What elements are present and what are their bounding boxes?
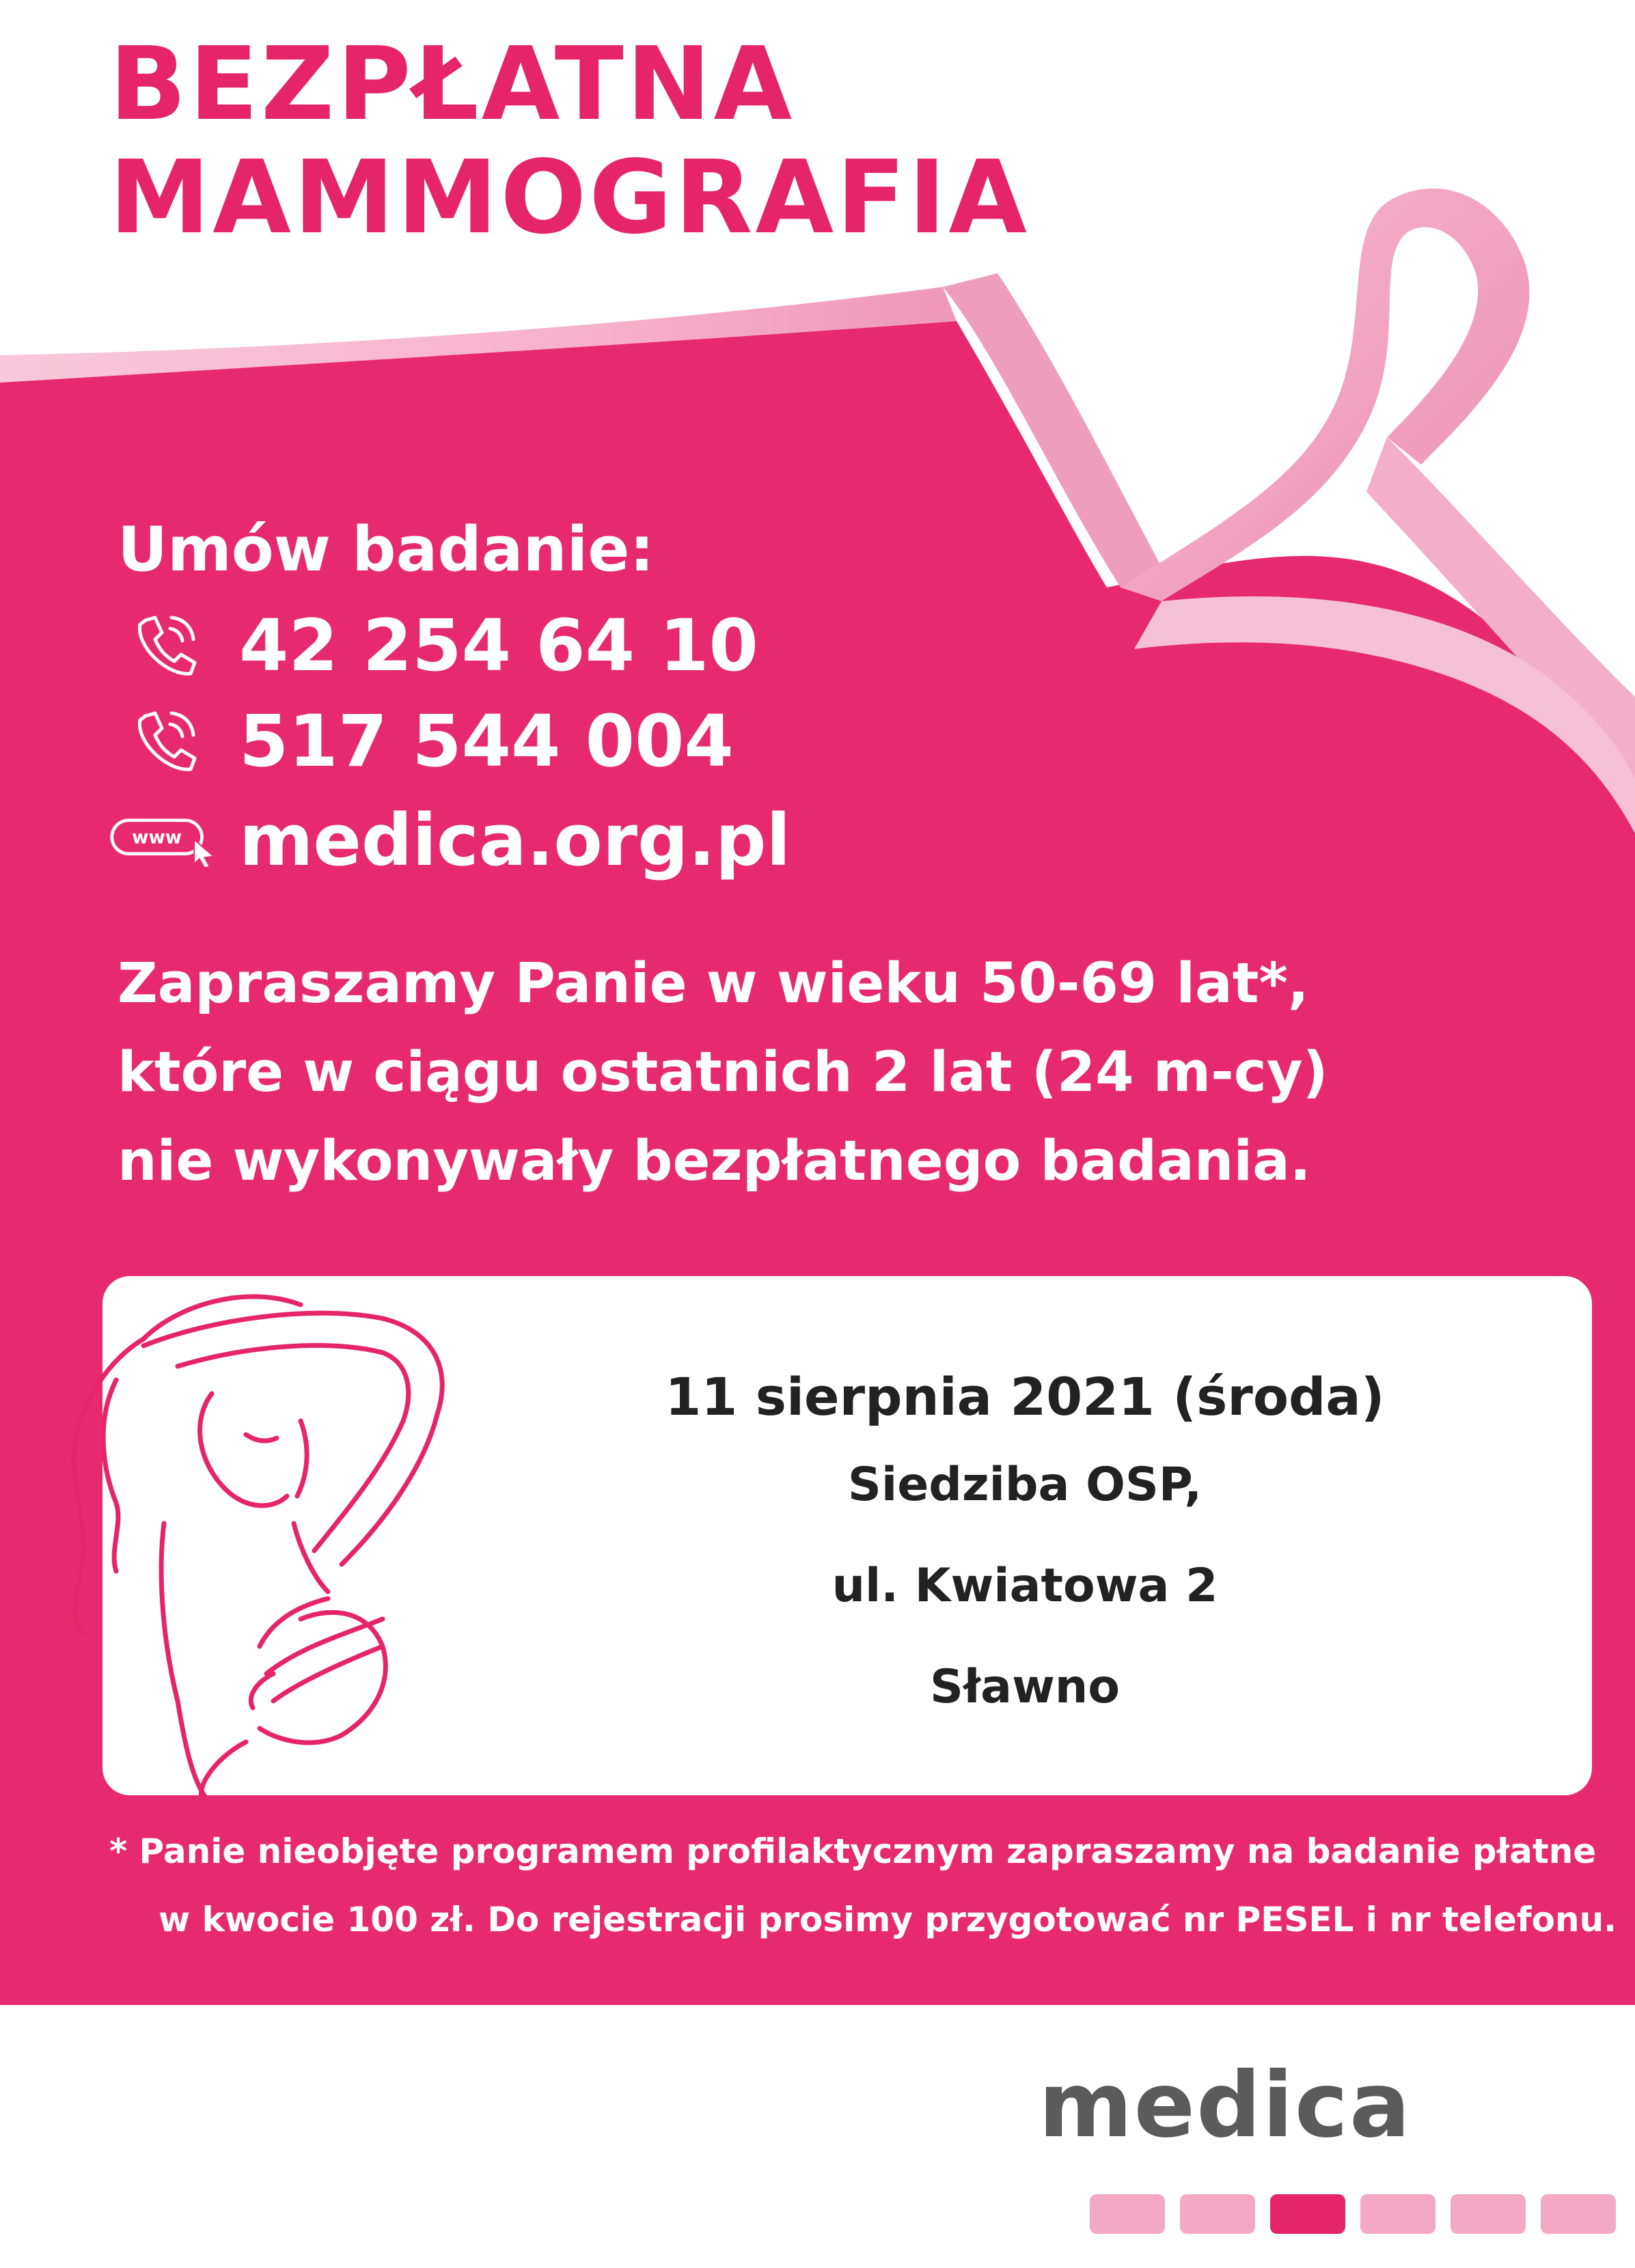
footnote-line-2: w kwocie 100 zł. Do rejestracji prosimy przygotować nr PESEL i nr telefonu. [159,1900,1617,1939]
phone-number-1[interactable]: 42 254 64 10 [239,604,758,687]
event-date: 11 sierpnia 2021 (środa) [665,1366,1385,1427]
phone-number-2[interactable]: 517 544 004 [239,700,734,783]
contact-heading: Umów badanie: [118,514,655,585]
page-title [109,27,1030,254]
brand-bar-2 [1180,2194,1255,2234]
phone-row-1 [109,601,758,690]
footnote-line-1: * Panie nieobjęte programem profilaktycznym zapraszamy na badanie płatne [109,1831,1597,1871]
event-town: Sławno [929,1660,1121,1714]
invitation-line-3: nie wykonywały bezpłatnego badania. [118,1129,1311,1193]
brand-logo-text: medica [1039,2053,1412,2158]
invitation-line-1: Zapraszamy Panie w wieku 50-69 lat*, [118,952,1309,1016]
event-place: Siedziba OSP, [847,1458,1203,1512]
brand-bar-3 [1270,2194,1345,2234]
brand-bar-6 [1541,2194,1616,2234]
title-line-2: MAMMOGRAFIA [109,139,1030,256]
brand-logo-bars [1090,2194,1616,2234]
phone-icon [109,704,219,779]
woman-illustration-icon [41,1264,465,1797]
title-line-1: BEZPŁATNA [109,25,795,143]
footnote [109,1817,1617,1954]
invitation-line-2: które w ciągu ostatnich 2 lat (24 m-cy) [118,1040,1328,1105]
phone-row-2 [109,697,734,786]
website-icon-text: www [132,827,182,848]
website-row [109,796,791,885]
brand-bar-5 [1451,2194,1526,2234]
website-icon [109,803,219,878]
invitation-text [118,939,1593,1206]
event-street: ul. Kwiatowa 2 [832,1559,1218,1613]
brand-bar-4 [1360,2194,1435,2234]
website-link[interactable]: medica.org.pl [239,799,791,882]
event-details [547,1359,1503,1738]
phone-icon [109,608,219,683]
brand-bar-1 [1090,2194,1165,2234]
